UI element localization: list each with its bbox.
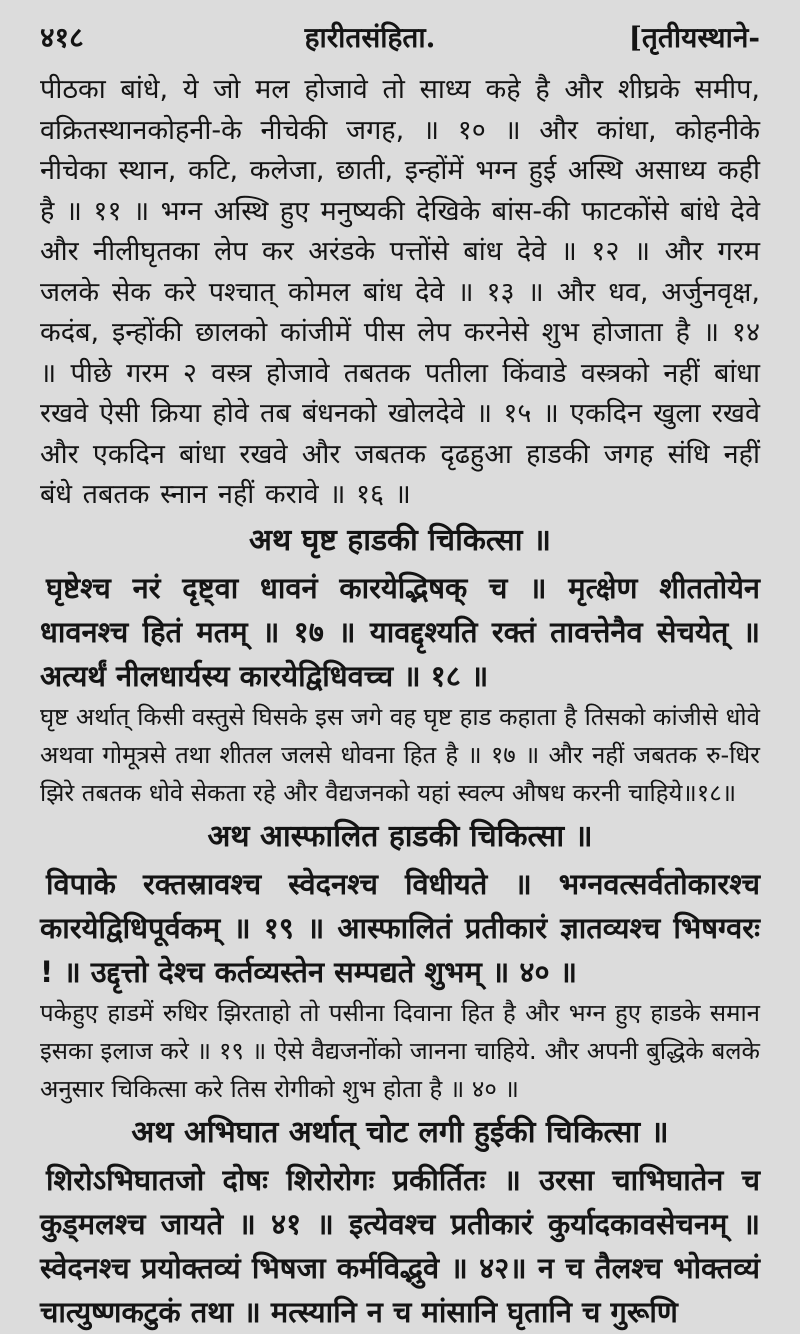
section-heading: [तृतीयस्थाने- <box>628 21 760 54</box>
commentary-paragraph: पकेहुए हाडमें रुधिर झिरताहो तो पसीना दिवाना हित है और भग्न हुए हाडके समान इसका इलाज करे ॥ १९ ॥ ऐसे वैद्यजनोंको जानना चाहिये. और अपनी बुद्धिके बलके अनुसार चिकित्सा करे तिस रोगीको शुभ होता है ॥ ४० ॥ <box>40 998 760 1103</box>
body-text <box>40 70 760 1334</box>
page-number: ४१८ <box>40 21 84 54</box>
section-title: अथ अभिघात अर्थात् चोट लगी हुईकी चिकित्सा ॥ <box>131 1114 669 1150</box>
commentary-paragraph: पीठका बांधे, ये जो मल होजावे तो साध्य कहे है और शीघ्रके समीप, वक्रितस्थानकोहनी-के नीचेकी जगह, ॥ १० ॥ और कांधा, कोहनीके नीचेका स्थान, कटि, कलेजा, छाती, इन्होंमें भग्न हुई अस्थि असाध्य कही है ॥ ११ ॥ भग्न अस्थि हुए मनुष्यकी देखिके बांस-की फाटकोंसे बांधे देवे और नीलीघृतका लेप कर अरंडके पत्तोंसे बांध देवे ॥ १२ ॥ और गरम जलके सेक करे पश्चात् कोमल बांध देवे ॥ १३ ॥ और धव, अर्जुनवृक्ष, कदंब, इन्होंकी छालको कांजीमें पीस लेप करनेसे शुभ होजाता है ॥ १४ ॥ पीछे गरम २ वस्त्र होजावे तबतक पतीला किंवाडे वस्त्रको नहीं बांधा रखवे ऐसी क्रिया होवे तब बंधनको खोलदेवे ॥ १५ ॥ एकदिन खुला रखवे और एकदिन बांधा रखवे और जबतक दृढहुआ हाडकी जगह संधि नहीं बंधे तबतक स्नान नहीं करावे ॥ १६ ॥ <box>40 74 760 510</box>
section-title: अथ आस्फालित हाडकी चिकित्सा ॥ <box>207 818 593 854</box>
section-title: अथ घृष्ट हाडकी चिकित्सा ॥ <box>249 522 551 558</box>
running-title: हारीतसंहिता. <box>304 21 436 54</box>
sanskrit-verse: घृष्टेश्च नरं दृष्ट्वा धावनं कारयेद्भिषक् च ॥ मृत्क्षेण शीततोयेन धावनश्च हितं मतम् ॥ १७ ॥ यावद्दृश्यति रक्तं तावत्तेनैव सेचयेत् ॥ अत्यर्थं नीलधार्यस्य कारयेद्विधिवच्च ॥ १८ ॥ <box>40 570 760 693</box>
commentary-paragraph: घृष्ट अर्थात् किसी वस्तुसे घिसके इस जगे वह घृष्ट हाड कहाता है तिसको कांजीसे धोवे अथवा गोमूत्रसे तथा शीतल जलसे धोवना हित है ॥ १७ ॥ और नहीं जबतक रु-धिर झिरे तबतक धोवे सेकता रहे और वैद्यजनको यहां स्वल्प औषध करनी चाहिये॥१८॥ <box>40 702 760 807</box>
page-header <box>40 14 760 62</box>
sanskrit-verse: विपाके रक्तस्रावश्च स्वेदनश्च विधीयते ॥ भग्नवत्सर्वतोकारश्च कारयेद्विधिपूर्वकम् ॥ १९ ॥ आस्फालितं प्रतीकारं ज्ञातव्यश्च भिषग्वरः ! ॥ उद्दृत्तो देश्च कर्तव्यस्तेन सम्पद्यते शुभम् ॥ ४० ॥ <box>40 866 760 989</box>
sanskrit-verse: शिरोऽभिघातजो दोषः शिरोरोगः प्रकीर्तितः ॥ उरसा चाभिघातेन च कुड्मलश्च जायते ॥ ४१ ॥ इत्येवश्च प्रतीकारं कुर्यादकावसेचनम् ॥ स्वेदनश्च प्रयोक्तव्यं भिषजा कर्मविद्भुवे ॥ ४२॥ न च तैलश्च भोक्तव्यं चात्युष्णकटुकं तथा ॥ मत्स्यानि न च मांसानि घृतानि च गुरूणि <box>40 1162 760 1329</box>
